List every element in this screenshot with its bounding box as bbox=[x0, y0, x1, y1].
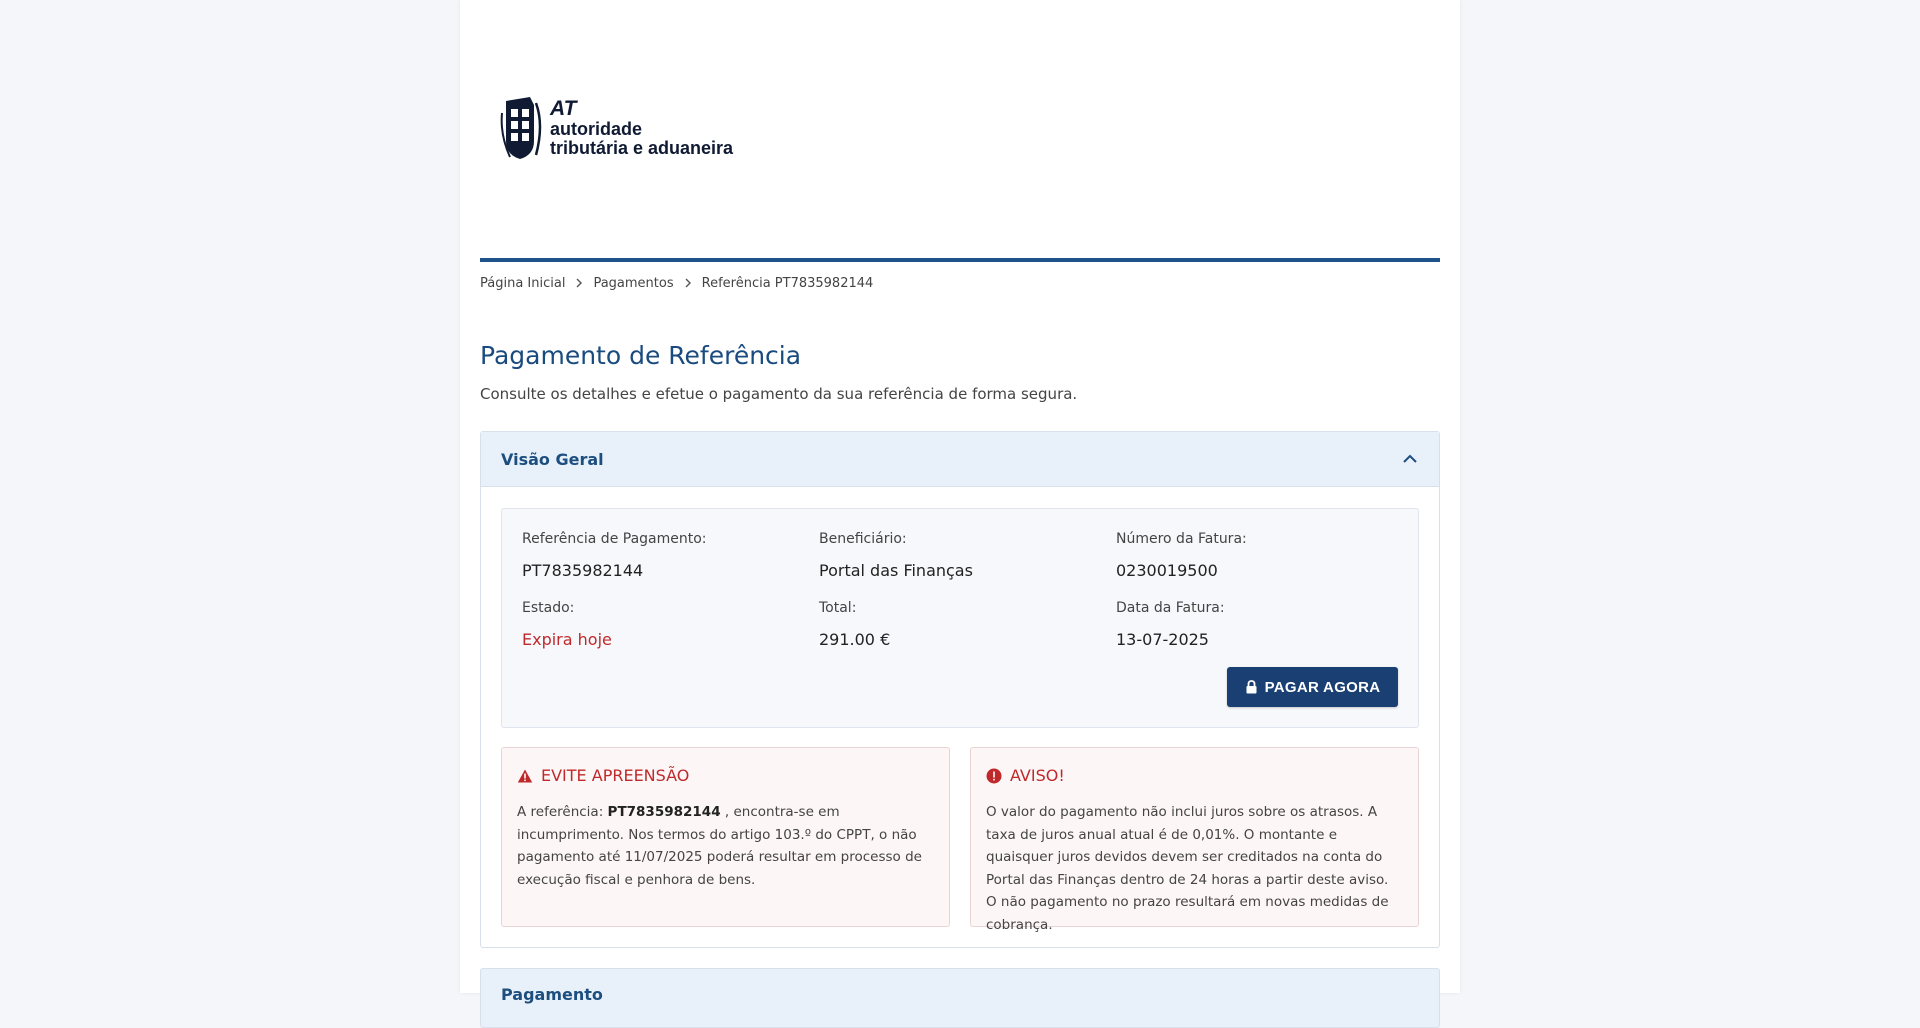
logo-line-1: AT bbox=[550, 97, 577, 121]
logo-line-3: tributária e aduaneira bbox=[550, 138, 734, 159]
header-divider bbox=[480, 258, 1440, 262]
logo-text bbox=[550, 98, 733, 158]
beneficiary-value: Portal das Finanças bbox=[819, 561, 973, 580]
lock-icon bbox=[1245, 680, 1258, 694]
chevron-right-icon bbox=[684, 278, 692, 288]
status-label: Estado: bbox=[522, 600, 575, 616]
breadcrumb-home-link[interactable]: Página Inicial bbox=[480, 275, 566, 291]
seizure-reference: PT7835982144 bbox=[607, 804, 721, 820]
total-value: 291.00 € bbox=[819, 630, 891, 649]
invoice-date-field bbox=[1116, 600, 1225, 649]
page-subtitle: Consulte os detalhes e efetue o pagamento da sua referência de forma segura. bbox=[480, 385, 1078, 403]
chevron-up-icon[interactable] bbox=[1401, 450, 1419, 468]
seizure-text-before: A referência: bbox=[517, 804, 608, 820]
reference-field bbox=[522, 531, 707, 580]
notice-alert bbox=[970, 747, 1419, 933]
invoice-number-value: 0230019500 bbox=[1116, 561, 1218, 580]
notice-header bbox=[986, 766, 1403, 785]
notice-text: O valor do pagamento não inclui juros sobre os atrasos. A taxa de juros anual atual é de 0,01%. O montante e quaisquer juros devidos devem ser creditados na conta do Portal das Finanças dentro de 24 horas a partir deste aviso. O não pagamento no prazo resultará em novas medidas de cobrança. bbox=[986, 804, 1389, 933]
invoice-number-field bbox=[1116, 531, 1247, 580]
chevron-right-icon bbox=[575, 278, 583, 288]
exclamation-circle-icon bbox=[986, 768, 1002, 784]
beneficiary-field bbox=[819, 531, 973, 580]
pay-now-button[interactable] bbox=[1227, 667, 1398, 707]
overview-panel-header[interactable] bbox=[481, 432, 1439, 487]
breadcrumb-current: Referência PT7835982144 bbox=[701, 275, 874, 291]
page-container bbox=[460, 0, 1460, 1004]
invoice-date-value: 13-07-2025 bbox=[1116, 630, 1209, 649]
beneficiary-label: Beneficiário: bbox=[819, 531, 907, 547]
at-logo[interactable] bbox=[500, 94, 733, 162]
seizure-warning-alert bbox=[501, 747, 950, 927]
total-field bbox=[819, 600, 890, 649]
pay-now-label: PAGAR AGORA bbox=[1264, 678, 1381, 696]
invoice-number-label: Número da Fatura: bbox=[1116, 531, 1247, 547]
seizure-warning-header bbox=[517, 766, 934, 785]
payment-details-box bbox=[501, 508, 1419, 728]
status-field bbox=[522, 600, 612, 649]
at-emblem-icon bbox=[500, 95, 544, 161]
status-value: Expira hoje bbox=[522, 630, 612, 649]
warning-triangle-icon bbox=[517, 768, 533, 784]
reference-value: PT7835982144 bbox=[522, 561, 644, 580]
overview-panel-title: Visão Geral bbox=[501, 449, 604, 469]
invoice-date-label: Data da Fatura: bbox=[1116, 600, 1225, 616]
payment-panel-header[interactable] bbox=[480, 968, 1440, 1028]
notice-title: AVISO! bbox=[1010, 766, 1065, 785]
total-label: Total: bbox=[819, 600, 857, 616]
seizure-warning-text bbox=[517, 801, 934, 891]
reference-label: Referência de Pagamento: bbox=[522, 531, 707, 547]
seizure-warning-title: EVITE APREENSÃO bbox=[541, 766, 690, 785]
breadcrumb-payments-link[interactable]: Pagamentos bbox=[593, 275, 674, 291]
breadcrumb bbox=[480, 275, 873, 291]
page-title: Pagamento de Referência bbox=[480, 341, 802, 370]
overview-panel bbox=[480, 431, 1440, 948]
payment-panel-title: Pagamento bbox=[501, 985, 603, 1004]
seizure-text-after: , encontra-se em incumprimento. Nos termos do artigo 103.º do CPPT, o não pagamento até 11/07/2025 poderá resultar em processo de execução fiscal e penhora de bens. bbox=[517, 804, 922, 888]
logo-line-2: autoridade bbox=[550, 119, 643, 140]
